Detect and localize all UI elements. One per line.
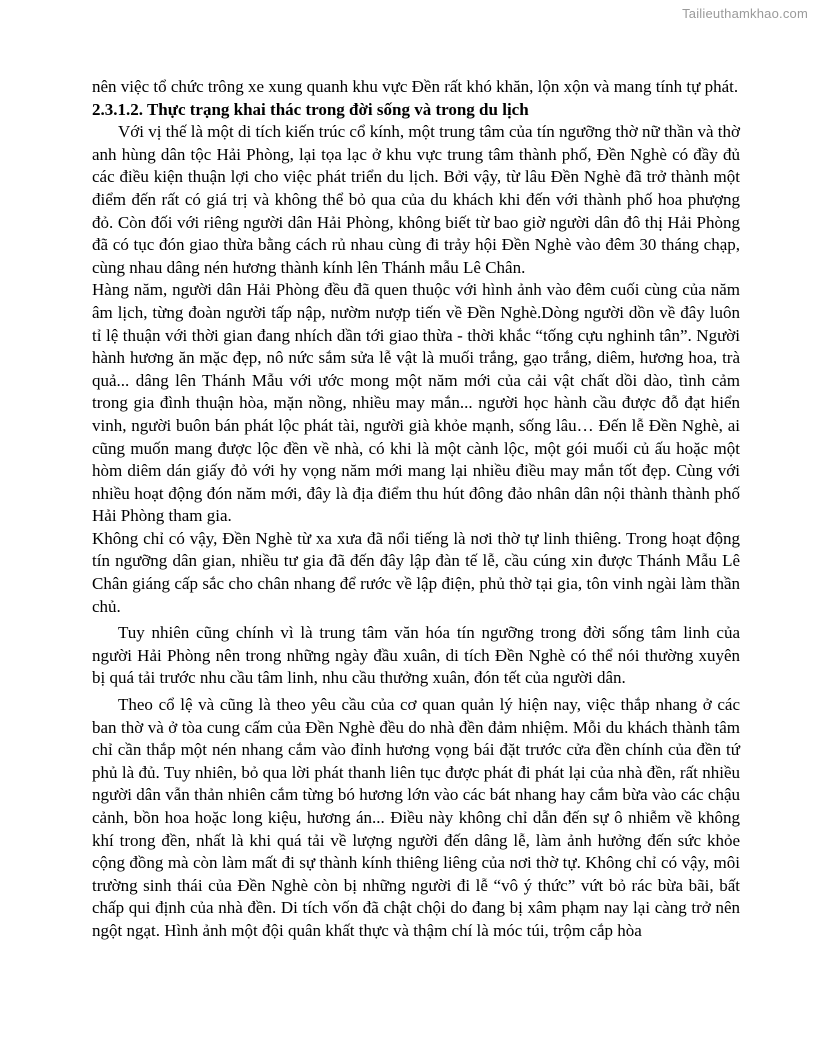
paragraph-overload: Tuy nhiên cũng chính vì là trung tâm văn hóa tín ngưỡng trong đời sống tâm linh của người Hải Phòng nên trong những ngày đầu xuân, di tích Đền Nghè có thể nói thường xuyên bị quá tải trước nhu cầu tâm linh, nhu cầu thưởng xuân, đón tết của người dân. bbox=[92, 623, 740, 688]
watermark-text: Tailieuthamkhao.com bbox=[682, 6, 808, 21]
paragraph-incense: Theo cổ lệ và cũng là theo yêu cầu của cơ quan quản lý hiện nay, việc thắp nhang ở các ban thờ và ở tòa cung cấm của Đền Nghè đều do nhà đền đảm nhiệm. Mỗi du khách thành tâm chỉ cần thắp một nén nhang cắm vào đỉnh hương vọng bái đặt trước cửa đền chính của đền tứ phủ là đủ. Tuy nhiên, bỏ qua lời phát thanh liên tục được phát đi phát lại của nhà đền, rất nhiều người dân vẫn thản nhiên cắm từng bó hương lớn vào các bát nhang hay cắm bừa vào các chậu cảnh, bồn hoa hoặc long kiệu, hương án... Điều này không chỉ dẫn đến sự ô nhiễm về không khí trong đền, nhất là khi quá tải về lượng người đến dâng lễ, làm ảnh hưởng đến sức khỏe cộng đồng mà còn làm mất đi sự thành kính thiêng liêng của nơi thờ tự. Không chỉ có vậy, môi trường sinh thái của Đền Nghè còn bị những người đi lễ “vô ý thức” vứt bỏ rác bừa bãi, bất chấp qui định của nhà đền. Di tích vốn đã chật chội do đang bị xâm phạm nay lại càng trở nên ngột ngạt. Hình ảnh một đội quân khất thực và thậm chí là móc túi, trộm cắp hòa bbox=[92, 695, 740, 940]
document-page bbox=[92, 76, 740, 943]
paragraph-continuation: nên việc tổ chức trông xe xung quanh khu vực Đền rất khó khăn, lộn xộn và mang tính tự phát. bbox=[92, 77, 739, 96]
paragraph-new-year: Hàng năm, người dân Hải Phòng đều đã quen thuộc với hình ảnh vào đêm cuối cùng của năm âm lịch, từng đoàn người tấp nập, nườm nượp tiến về Đền Nghè.Dòng người dồn về đây luôn tỉ lệ thuận với thời gian đang nhích dần tới giao thừa - thời khắc “tống cựu nghinh tân”. Người hành hương ăn mặc đẹp, nô nức sắm sửa lễ vật là muối trắng, gạo trắng, diêm, hương hoa, trà quả... dâng lên Thánh Mẫu với ước mong một năm mới của cải vật chất dồi dào, tình cảm trong gia đình thuận hòa, mặn nồng, nhiều may mắn... người học hành cầu được đỗ đạt hiển vinh, người buôn bán phát lộc phát tài, người già khỏe mạnh, sống lâu… Đến lễ Đền Nghè, ai cũng muốn mang được lộc đền về nhà, có khi là một cành lộc, một gói muối củ ấu hoặc một hòm diêm dán giấy đỏ với hy vọng năm mới mang lại nhiều điều may mắn tốt đẹp. Cùng với nhiều hoạt động đón năm mới, đây là địa điểm thu hút đông đảo nhân dân nội thành thành phố Hải Phòng tham gia. bbox=[92, 280, 740, 526]
paragraph-intro: Với vị thế là một di tích kiến trúc cổ kính, một trung tâm của tín ngưỡng thờ nữ thần và thờ anh hùng dân tộc Hải Phòng, lại tọa lạc ở khu vực trung tâm thành phố, Đền Nghè có đầy đủ các điều kiện thuận lợi cho việc phát triển du lịch. Bởi vậy, từ lâu Đền Nghè đã trở thành một điểm đến rất có giá trị và không thể bỏ qua của du khách khi đến với thành phố hoa phượng đỏ. Còn đối với riêng người dân Hải Phòng, không biết từ bao giờ người dân đô thị Hải Phòng đã có tục đón giao thừa bằng cách rủ nhau cùng đi trảy hội Đền Nghè vào đêm 30 tháng chạp, cùng nhau dâng nén hương thành kính lên Thánh mẫu Lê Chân. bbox=[92, 122, 740, 277]
paragraph-worship: Không chỉ có vậy, Đền Nghè từ xa xưa đã nổi tiếng là nơi thờ tự linh thiêng. Trong hoạt động tín ngưỡng dân gian, nhiều tư gia đã đến đây lập đàn tế lễ, cầu cúng xin được Thánh Mẫu Lê Chân giáng cấp sắc cho chân nhang để rước về lập điện, phủ thờ tại gia, tôn vinh ngài làm thần chủ. bbox=[92, 528, 740, 616]
section-heading: 2.3.1.2. Thực trạng khai thác trong đời sống và trong du lịch bbox=[92, 99, 529, 119]
